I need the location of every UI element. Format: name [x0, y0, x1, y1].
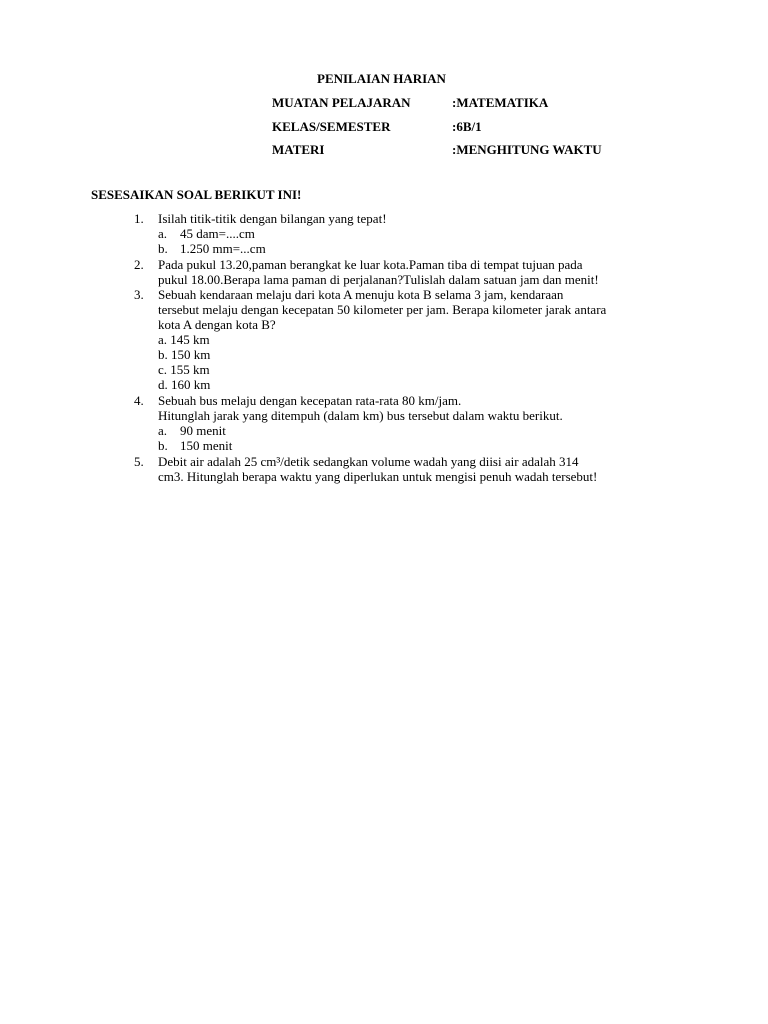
option-letter: a. — [158, 423, 168, 438]
question-3-option-d: d. 160 km — [158, 377, 211, 392]
question-text-line: kota A dengan kota B? — [158, 317, 276, 332]
question-3-option-a: a. 145 km — [158, 332, 210, 347]
meta-value: :6B/1 — [452, 119, 482, 134]
question-3-option-c: c. 155 km — [158, 362, 210, 377]
question-1-option-a — [158, 226, 255, 242]
question-text-line: tersebut melaju dengan kecepatan 50 kilometer per jam. Berapa kilometer jarak antara — [158, 302, 607, 317]
meta-row-class — [272, 119, 482, 135]
meta-row-subject — [272, 95, 548, 111]
meta-value: :MENGHITUNG WAKTU — [452, 142, 602, 157]
question-3-option-b: b. 150 km — [158, 347, 211, 362]
meta-label: MATERI — [272, 142, 325, 157]
question-text: Isilah titik-titik dengan bilangan yang tepat! — [158, 211, 387, 226]
question-number: 2. — [134, 257, 144, 272]
question-number: 5. — [134, 454, 144, 469]
page-title: PENILAIAN HARIAN — [317, 71, 446, 86]
question-text-line: cm3. Hitunglah berapa waktu yang diperlukan untuk mengisi penuh wadah tersebut! — [158, 469, 598, 484]
question-text-line: pukul 18.00.Berapa lama paman di perjalanan?Tulislah dalam satuan jam dan menit! — [158, 272, 599, 287]
option-text: 45 dam=....cm — [180, 226, 255, 241]
question-text-line: Sebuah kendaraan melaju dari kota A menuju kota B selama 3 jam, kendaraan — [158, 287, 564, 302]
option-letter: b. — [158, 438, 168, 453]
question-1-option-b — [158, 241, 266, 257]
option-text: 150 menit — [180, 438, 233, 453]
question-number: 3. — [134, 287, 144, 302]
instruction-heading: SESESAIKAN SOAL BERIKUT INI! — [91, 187, 302, 202]
option-text: 1.250 mm=...cm — [180, 241, 266, 256]
question-text-line: Pada pukul 13.20,paman berangkat ke luar kota.Paman tiba di tempat tujuan pada — [158, 257, 583, 272]
question-number: 1. — [134, 211, 144, 226]
option-letter: b. — [158, 241, 168, 256]
meta-label: MUATAN PELAJARAN — [272, 95, 411, 110]
question-4-option-b — [158, 438, 232, 454]
meta-value: :MATEMATIKA — [452, 95, 549, 110]
question-text-line: Hitunglah jarak yang ditempuh (dalam km) bus tersebut dalam waktu berikut. — [158, 408, 563, 423]
question-text-line: Sebuah bus melaju dengan kecepatan rata-rata 80 km/jam. — [158, 393, 462, 408]
question-text-line: Debit air adalah 25 cm³/detik sedangkan volume wadah yang diisi air adalah 314 — [158, 454, 579, 469]
question-number: 4. — [134, 393, 144, 408]
question-4-option-a — [158, 423, 226, 439]
option-text: 90 menit — [180, 423, 226, 438]
meta-row-material — [272, 142, 602, 158]
meta-label: KELAS/SEMESTER — [272, 119, 391, 134]
option-letter: a. — [158, 226, 168, 241]
